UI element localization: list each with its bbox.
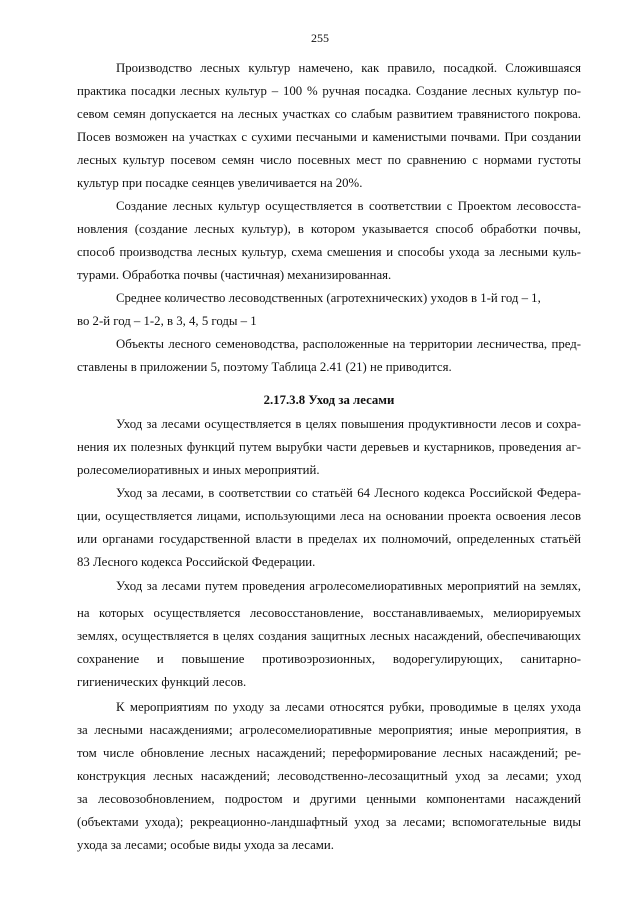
text-line: землях, осуществляется в целях создания защитных лесных насаждений, обеспечивающих	[77, 629, 581, 643]
text-line: (объектами ухода); рекреационно-ландшафтный уход за лесами; вспомогательные виды	[77, 815, 581, 829]
text-line: ции, осуществляется лицами, использующими леса на основании проекта освоения лесов	[77, 509, 581, 523]
text-line: 83 Лесного кодекса Российской Федерации.	[77, 555, 316, 569]
text-line: способ производства лесных культур, схема смешения и способы ухода за лесными куль-	[77, 245, 581, 259]
text-line: Объекты лесного семеноводства, расположенные на территории лесничества, пред-	[116, 337, 581, 351]
text-line: лесных культур посевом семян число посевных мест по сравнению с нормами густоты	[77, 153, 581, 167]
text-line: ставлены в приложении 5, поэтому Таблица 2.41 (21) не приводится.	[77, 360, 452, 374]
text-line: ролесомелиоративных и иных мероприятий.	[77, 463, 320, 477]
text-line: Производство лесных культур намечено, как правило, посадкой. Сложившаяся	[116, 61, 581, 75]
text-line: или органами государственной власти в пределах их полномочий, определенных статьёй	[77, 532, 581, 546]
text-line: ухода за лесами; особые виды ухода за лесами.	[77, 838, 334, 852]
text-line: новления (создание лесных культур), в котором указывается способ обработки почвы,	[77, 222, 581, 236]
text-line: сохранение и повышение противоэрозионных, водорегулирующих, санитарно-	[77, 652, 581, 666]
text-line: Создание лесных культур осуществляется в соответствии с Проектом лесовосста-	[116, 199, 581, 213]
section-heading: 2.17.3.8 Уход за лесами	[263, 393, 395, 407]
text-line: Посев возможен на участках с сухими песчаными и каменистыми почвами. При создании	[77, 130, 581, 144]
text-line: за лесовозобновлением, подростом и другими ценными компонентами насаждений	[77, 792, 581, 806]
text-line: за лесными насаждениями; агролесомелиоративные мероприятия; иные мероприятия, в	[77, 723, 581, 737]
text-line: во 2-й год – 1-2, в 3, 4, 5 годы – 1	[77, 314, 257, 328]
text-line: севом семян допускается на лесных участках со слабым развитием травянистого покрова.	[77, 107, 581, 121]
text-line: Среднее количество лесоводственных (агротехнических) уходов в 1-й год – 1,	[116, 291, 541, 305]
text-line: Уход за лесами, в соответствии со статьёй 64 Лесного кодекса Российской Федера-	[116, 486, 581, 500]
text-line: культур при посадке сеянцев увеличивается на 20%.	[77, 176, 363, 190]
text-line: гигиенических функций лесов.	[77, 675, 247, 689]
text-line: Уход за лесами путем проведения агролесомелиоративных мероприятий на землях,	[116, 579, 581, 593]
text-line: нения их полезных функций путем вырубки части деревьев и кустарников, проведения аг-	[77, 440, 581, 454]
text-line: Уход за лесами осуществляется в целях повышения продуктивности лесов и сохра-	[116, 417, 581, 431]
text-line: на которых осуществляется лесовосстановление, восстанавливаемых, мелиорируемых	[77, 606, 581, 620]
text-line: том числе обновление лесных насаждений; переформирование лесных насаждений; ре-	[77, 746, 581, 760]
text-line: практика посадки лесных культур – 100 % ручная посадка. Создание лесных культур по-	[77, 84, 581, 98]
text-line: конструкция лесных насаждений; лесоводственно-лесозащитный уход за лесами; уход	[77, 769, 581, 783]
page-number: 255	[311, 31, 329, 45]
text-line: турами. Обработка почвы (частичная) механизированная.	[77, 268, 392, 282]
text-line: К мероприятиям по уходу за лесами относятся рубки, проводимые в целях ухода	[116, 700, 581, 714]
